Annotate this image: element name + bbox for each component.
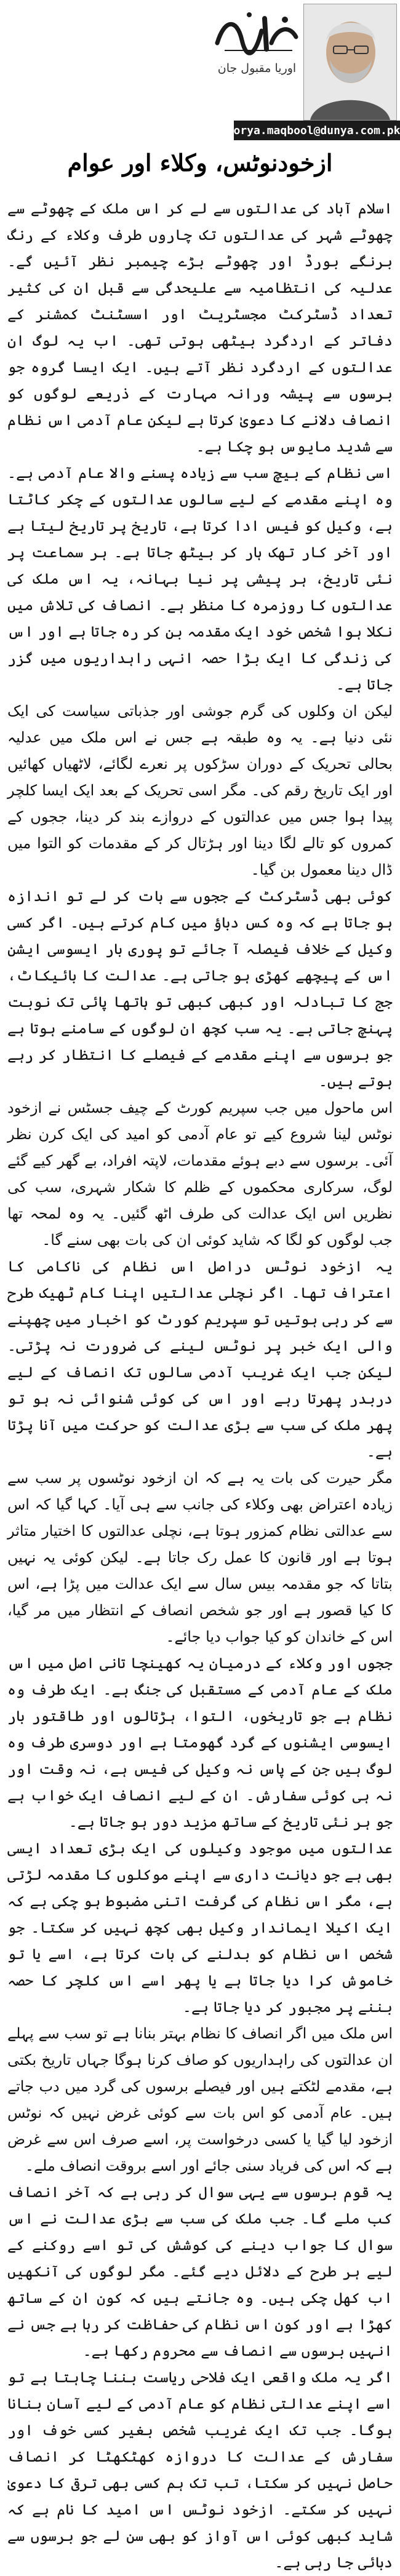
article-paragraph: اسی نظام کے بیچ سب سے زیادہ پسنے والا عام آدمی ہے۔ وہ اپنے مقدمے کے لیے سالوں عدالتوں کے چکر کاٹتا ہے، وکیل کو فیس ادا کرتا ہے، تاریخ پر تاریخ لیتا ہے اور آخر کار تھک ہار کر بیٹھ جاتا ہے۔ ہر سماعت پر نئی تاریخ، ہر پیشی پر نیا بہانہ، یہ اس ملک کی عدالتوں کا روزمرہ کا منظر ہے۔ انصاف کی تلاش میں نکلا ہوا شخص خود ایک مقدمہ بن کر رہ جاتا ہے اور اس کی زندگی کا ایک بڑا حصہ انہی راہداریوں میں گزر جاتا ہے۔: [7, 464, 393, 693]
article-paragraph: کوئی بھی ڈسٹرکٹ کے ججوں سے بات کر لے تو اندازہ ہو جاتا ہے کہ وہ کس دباؤ میں کام کرتے ہیں۔ اگر کسی وکیل کے خلاف فیصلہ آ جائے تو پوری بار ایسوسی ایشن اس کے پیچھے کھڑی ہو جاتی ہے۔ عدالت کا بائیکاٹ، جج کا تبادلہ اور کبھی کبھی تو ہاتھا پائی تک نوبت پہنچ جاتی ہے۔ یہ سب کچھ ان لوگوں کے سامنے ہوتا ہے جو برسوں سے اپنے مقدمے کے فیصلے کا انتظار کر رہے ہوتے ہیں۔: [7, 888, 393, 1090]
article-paragraph: ججوں اور وکلاء کے درمیان یہ کھینچا تانی اصل میں اس ملک کے عام آدمی کے مستقبل کی جنگ ہے۔ ایک طرف وہ نظام ہے جو تاریخوں، التوا، ہڑتالوں اور طاقتور بار ایسوسی ایشنوں کے گرد گھومتا ہے اور دوسری طرف وہ لوگ ہیں جن کے پاس نہ وکیل کی فیس ہے، نہ وقت اور نہ ہی کوئی سفارش۔ ان کے لیے انصاف ایک خواب ہے جو ہر نئی تاریخ کے ساتھ مزید دور ہو جاتا ہے۔: [7, 1655, 393, 1831]
article-paragraph: اسلام آباد کی عدالتوں سے لے کر اس ملک کے چھوٹے سے چھوٹے شہر کی عدالتوں تک چاروں طرف وکلاء کے رنگ برنگے بورڈ اور چھوٹے بڑے چیمبر نظر آئیں گے۔ عدلیہ کی انتظامیہ سے علیحدگی سے قبل ان کی کثیر تعداد ڈسٹرکٹ مجسٹریٹ اور اسسٹنٹ کمشنر کے دفاتر کے اردگرد بیٹھی ہوتی تھی۔ اب یہ لوگ ان عدالتوں کے اردگرد نظر آتے ہیں۔ ایک ایسا گروہ جو برسوں سے پیشہ ورانہ مہارت کے ذریعے لوگوں کو انصاف دلانے کا دعویٰ کرتا ہے لیکن عام آدمی اس نظام سے شدید مایوس ہو چکا ہے۔: [7, 200, 393, 455]
article-paragraph: عدالتوں میں موجود وکیلوں کی ایک بڑی تعداد ایسی بھی ہے جو دیانت داری سے اپنے موکلوں کا مقدمہ لڑتی ہے، مگر اس نظام کی گرفت اتنی مضبوط ہو چکی ہے کہ ایک اکیلا ایماندار وکیل بھی کچھ نہیں کر سکتا۔ جو شخص اس نظام کو بدلنے کی بات کرتا ہے، اسے یا تو خاموش کرا دیا جاتا ہے یا پھر اسے اس کلچر کا حصہ بننے پر مجبور کر دیا جاتا ہے۔: [7, 1840, 393, 2016]
author-photo: [303, 4, 397, 121]
article-paragraph: لیکن ان وکلوں کی گرم جوشی اور جذباتی سیاست کی ایک نئی دنیا ہے۔ یہ وہ طبقہ ہے جس نے اس ملک میں عدلیہ بحالی تحریک کے دوران سڑکوں پر نعرے لگائے، لاٹھیاں کھائیں اور ایک تاریخ رقم کی۔ مگر اسی تحریک کے بعد ایک ایسا کلچر پیدا ہوا جس میں عدالتوں کے دروازے بند کر دینا، ججوں کے کمروں کو تالے لگا دینا اور ہڑتال کر کے مقدمات کو التوا میں ڈال دینا معمول بن گیا۔: [7, 702, 393, 878]
article-title: ازخودنوٹس، وکلاء اور عوام: [67, 149, 333, 177]
author-email[interactable]: orya.maqbool@dunya.com.pk: [234, 121, 400, 140]
column-header: [0, 0, 400, 143]
article-paragraph: اس ماحول میں جب سپریم کورٹ کے چیف جسٹس نے ازخود نوٹس لینا شروع کیے تو عام آدمی کو امید کی ایک کرن نظر آئی۔ برسوں سے دبے ہوئے مقدمات، لاپتہ افراد، بے گھر کیے گئے لوگ، سرکاری محکموں کے ظلم کا شکار شہری، سب کی نظریں اس ایک عدالت کی طرف اٹھ گئیں۔ یہ وہ لمحہ تھا جب لوگوں کو لگا کہ شاید کوئی ان کی بات بھی سنے گا۔: [7, 1099, 393, 1249]
article-body: [7, 196, 393, 2571]
logo-calligraphy-icon: [212, 6, 302, 58]
article-paragraph: مگر حیرت کی بات یہ ہے کہ ان ازخود نوٹسوں پر سب سے زیادہ اعتراض بھی وکلاء کی جانب سے ہی آیا۔ کہا گیا کہ اس سے عدالتی نظام کمزور ہوتا ہے، نچلی عدالتوں کا اختیار متاثر ہوتا ہے اور قانون کا عمل رک جاتا ہے۔ لیکن کوئی یہ نہیں بتاتا کہ جو مقدمہ بیس سال سے ایک عدالت میں پڑا ہے، اس کا کیا قصور ہے اور جو شخص انصاف کے انتظار میں مر گیا، اس کے خاندان کو کیا جواب دیا جائے۔: [7, 1469, 393, 1645]
article-paragraph: اس ملک میں اگر انصاف کا نظام بہتر بنانا ہے تو سب سے پہلے ان عدالتوں کی راہداریوں کو صاف کرنا ہوگا جہاں تاریخ بکتی ہے، مقدمے لٹکتے ہیں اور فیصلے برسوں کی گرد میں دب جاتے ہیں۔ عام آدمی کو اس بات سے کوئی غرض نہیں کہ نوٹس ازخود لیا گیا یا کسی درخواست پر، اسے صرف اس سے غرض ہے کہ اس کی فریاد سنی جائے اور اسے بروقت انصاف ملے۔: [7, 2025, 393, 2174]
author-portrait-icon: [304, 4, 396, 120]
article-paragraph: یہ قوم برسوں سے یہی سوال کر رہی ہے کہ آخر انصاف کب ملے گا۔ جب ملک کی سب سے بڑی عدالت نے اس سوال کا جواب دینے کی کوشش کی تو اسے روکنے کے لیے ہر طرح کے دلائل دیے گئے۔ مگر لوگوں کی آنکھیں اب کھل چکی ہیں۔ وہ جانتے ہیں کہ کون ان کے ساتھ کھڑا ہے اور کون اس نظام کی حفاظت کر رہا ہے جس نے انہیں برسوں سے انصاف سے محروم رکھا ہے۔: [7, 2184, 393, 2359]
article-paragraph: یہ ازخود نوٹس دراصل اس نظام کی ناکامی کا اعتراف تھا۔ اگر نچلی عدالتیں اپنا کام ٹھیک طرح سے کر رہی ہوتیں تو سپریم کورٹ کو اخبار میں چھپنے والی ایک خبر پر نوٹس لینے کی ضرورت نہ پڑتی۔ لیکن جب ایک غریب آدمی سالوں تک انصاف کے لیے دربدر پھرتا رہے اور اس کی کوئی شنوائی نہ ہو تو پھر ملک کی سب سے بڑی عدالت کو حرکت میں آنا پڑتا ہے۔: [7, 1258, 393, 1460]
column-logo: [212, 6, 302, 58]
article-paragraph: اگر یہ ملک واقعی ایک فلاحی ریاست بننا چاہتا ہے تو اسے اپنے عدالتی نظام کو عام آدمی کے لیے آسان بنانا ہوگا۔ جب تک ایک غریب شخص بغیر کسی خوف اور سفارش کے عدالت کا دروازہ کھٹکھٹا کر انصاف حاصل نہیں کر سکتا، تب تک ہم کسی بھی ترقی کا دعویٰ نہیں کر سکتے۔ ازخود نوٹس اس امید کا نام ہے کہ شاید کبھی کوئی اس آواز کو بھی سن لے جو برسوں سے دبائی جا رہی ہے۔: [7, 2369, 393, 2571]
author-byline: اوریا مقبول جان: [217, 62, 297, 75]
